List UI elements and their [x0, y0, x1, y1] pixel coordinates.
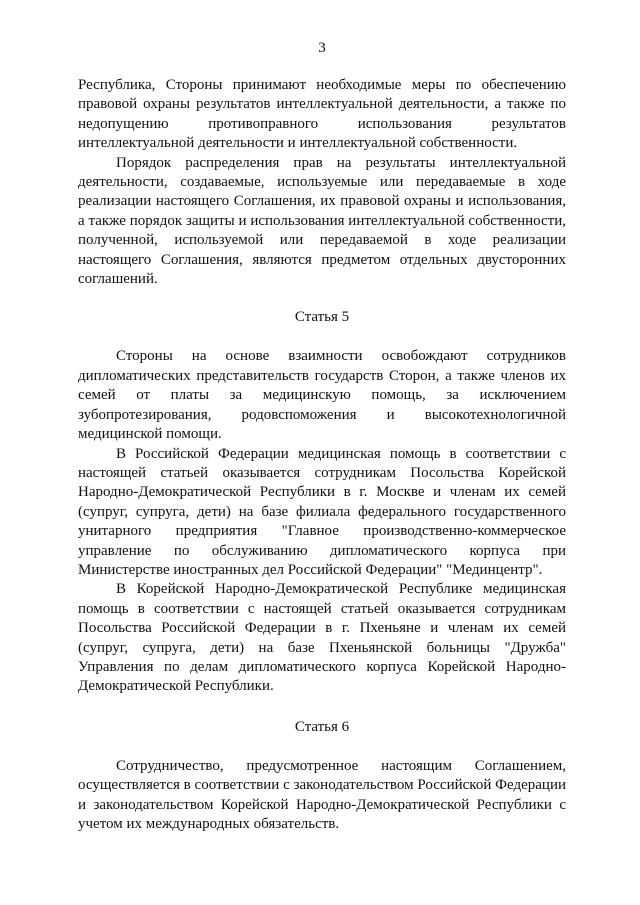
- paragraph-continued: Республика, Стороны принимают необходимые меры по обеспечению правовой охраны результатов интеллектуальной деятельности, а также по недопущению противоправного использования результатов интеллектуальной деятельности и интеллектуальной собственности.: [78, 77, 566, 152]
- article-5-paragraph-2: В Российской Федерации медицинская помощь в соответствии с настоящей статьей оказывается сотрудникам Посольства Корейской Народно-Демократической Республики в г. Москве и членам их семей (супруг, супруга, дети) на базе филиала федерального государственного унитарного предприятия "Главное производственно-коммерческое управление по обслуживанию дипломатического корпуса при Министерстве иностранных дел Российской Федерации" "Мединцентр".: [78, 445, 566, 578]
- article-5-paragraph-1: Стороны на основе взаимности освобождают сотрудников дипломатических представительств государств Сторон, а также членов их семей от платы за медицинскую помощь, за исключением зубопротезирования, родовспоможения и высокотехнологичной медицинской помощи.: [78, 348, 566, 443]
- article-6-heading: Статья 6: [294, 718, 350, 735]
- page-number: 3: [318, 40, 326, 56]
- article-6-paragraph-1: Сотрудничество, предусмотренное настоящим Соглашением, осуществляется в соответствии с законодательством Российской Федерации и законодательством Корейской Народно-Демократической Республики с учетом их международных обязательств.: [78, 757, 566, 832]
- article-5-heading: Статья 5: [294, 309, 350, 326]
- article-5-paragraph-3: В Корейской Народно-Демократической Республике медицинская помощь в соответствии с настоящей статьей оказывается сотрудникам Посольства Российской Федерации в г. Пхеньяне и членам их семей (супруг, супруга, дети) на базе Пхеньянской больницы "Дружба" Управления по делам дипломатического корпуса Корейской Народно-Демократической Республики.: [78, 581, 566, 695]
- paragraph-ip-rights: Порядок распределения прав на результаты интеллектуальной деятельности, создаваемые, используемые или передаваемые в ходе реализации настоящего Соглашения, их правовой охраны и использования, а также порядок защиты и использования интеллектуальной собственности, полученной, используемой или передаваемой в ходе реализации настоящего Соглашения, являются предметом отдельных двусторонних соглашений.: [78, 154, 566, 288]
- document-page: [78, 38, 566, 834]
